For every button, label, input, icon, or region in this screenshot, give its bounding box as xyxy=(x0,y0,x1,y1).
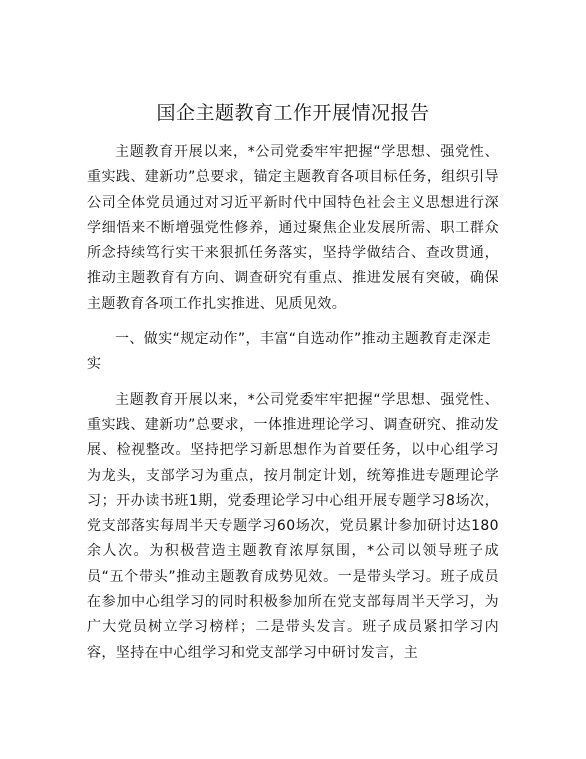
document-body xyxy=(87,140,499,666)
section-1-heading: 一、做实“规定动作”，丰富“自选动作”推动主题教育走深走实 xyxy=(87,331,492,373)
intro-paragraph: 主题教育开展以来，*公司党委牢牢把握“学思想、强党性、重实践、建新功”总要求，锚定主题教育各项目标任务，组织引导公司全体党员通过对习近平新时代中国特色社会主义思想进行深学细悟来不断增强党性修养，通过聚焦企业发展所需、职工群众所念持续笃行实干来狠抓任务落实，坚持学做结合、查改贯通，推动主题教育有方向、调查研究有重点、推进发展有突破，确保主题教育各项工作扎实推进、见质见效。 xyxy=(87,144,499,312)
section-1-paragraph: 主题教育开展以来，*公司党委牢牢把握“学思想、强党性、重实践、建新功”总要求，一体推进理论学习、调查研究、推动发展、检视整改。坚持把学习新思想作为首要任务，以中心组学习为龙头，支部学习为重点，按月制定计划，统筹推进专题理论学习；开办读书班1期，党委理论学习中心组开展专题学习8场次，党支部落实每周半天专题学习60场次，党员累计参加研讨达180余人次。为积极营造主题教育浓厚氛围，*公司以领导班子成员“五个带头”推动主题教育成势见效。一是带头学习。班子成员在参加中心组学习的同时积极参加所在党支部每周半天学习，为广大党员树立学习榜样；二是带头发言。班子成员紧扣学习内容，坚持在中心组学习和党支部学习中研讨发言，主 xyxy=(87,391,499,661)
document-title: 国企主题教育工作开展情况报告 xyxy=(156,102,430,124)
